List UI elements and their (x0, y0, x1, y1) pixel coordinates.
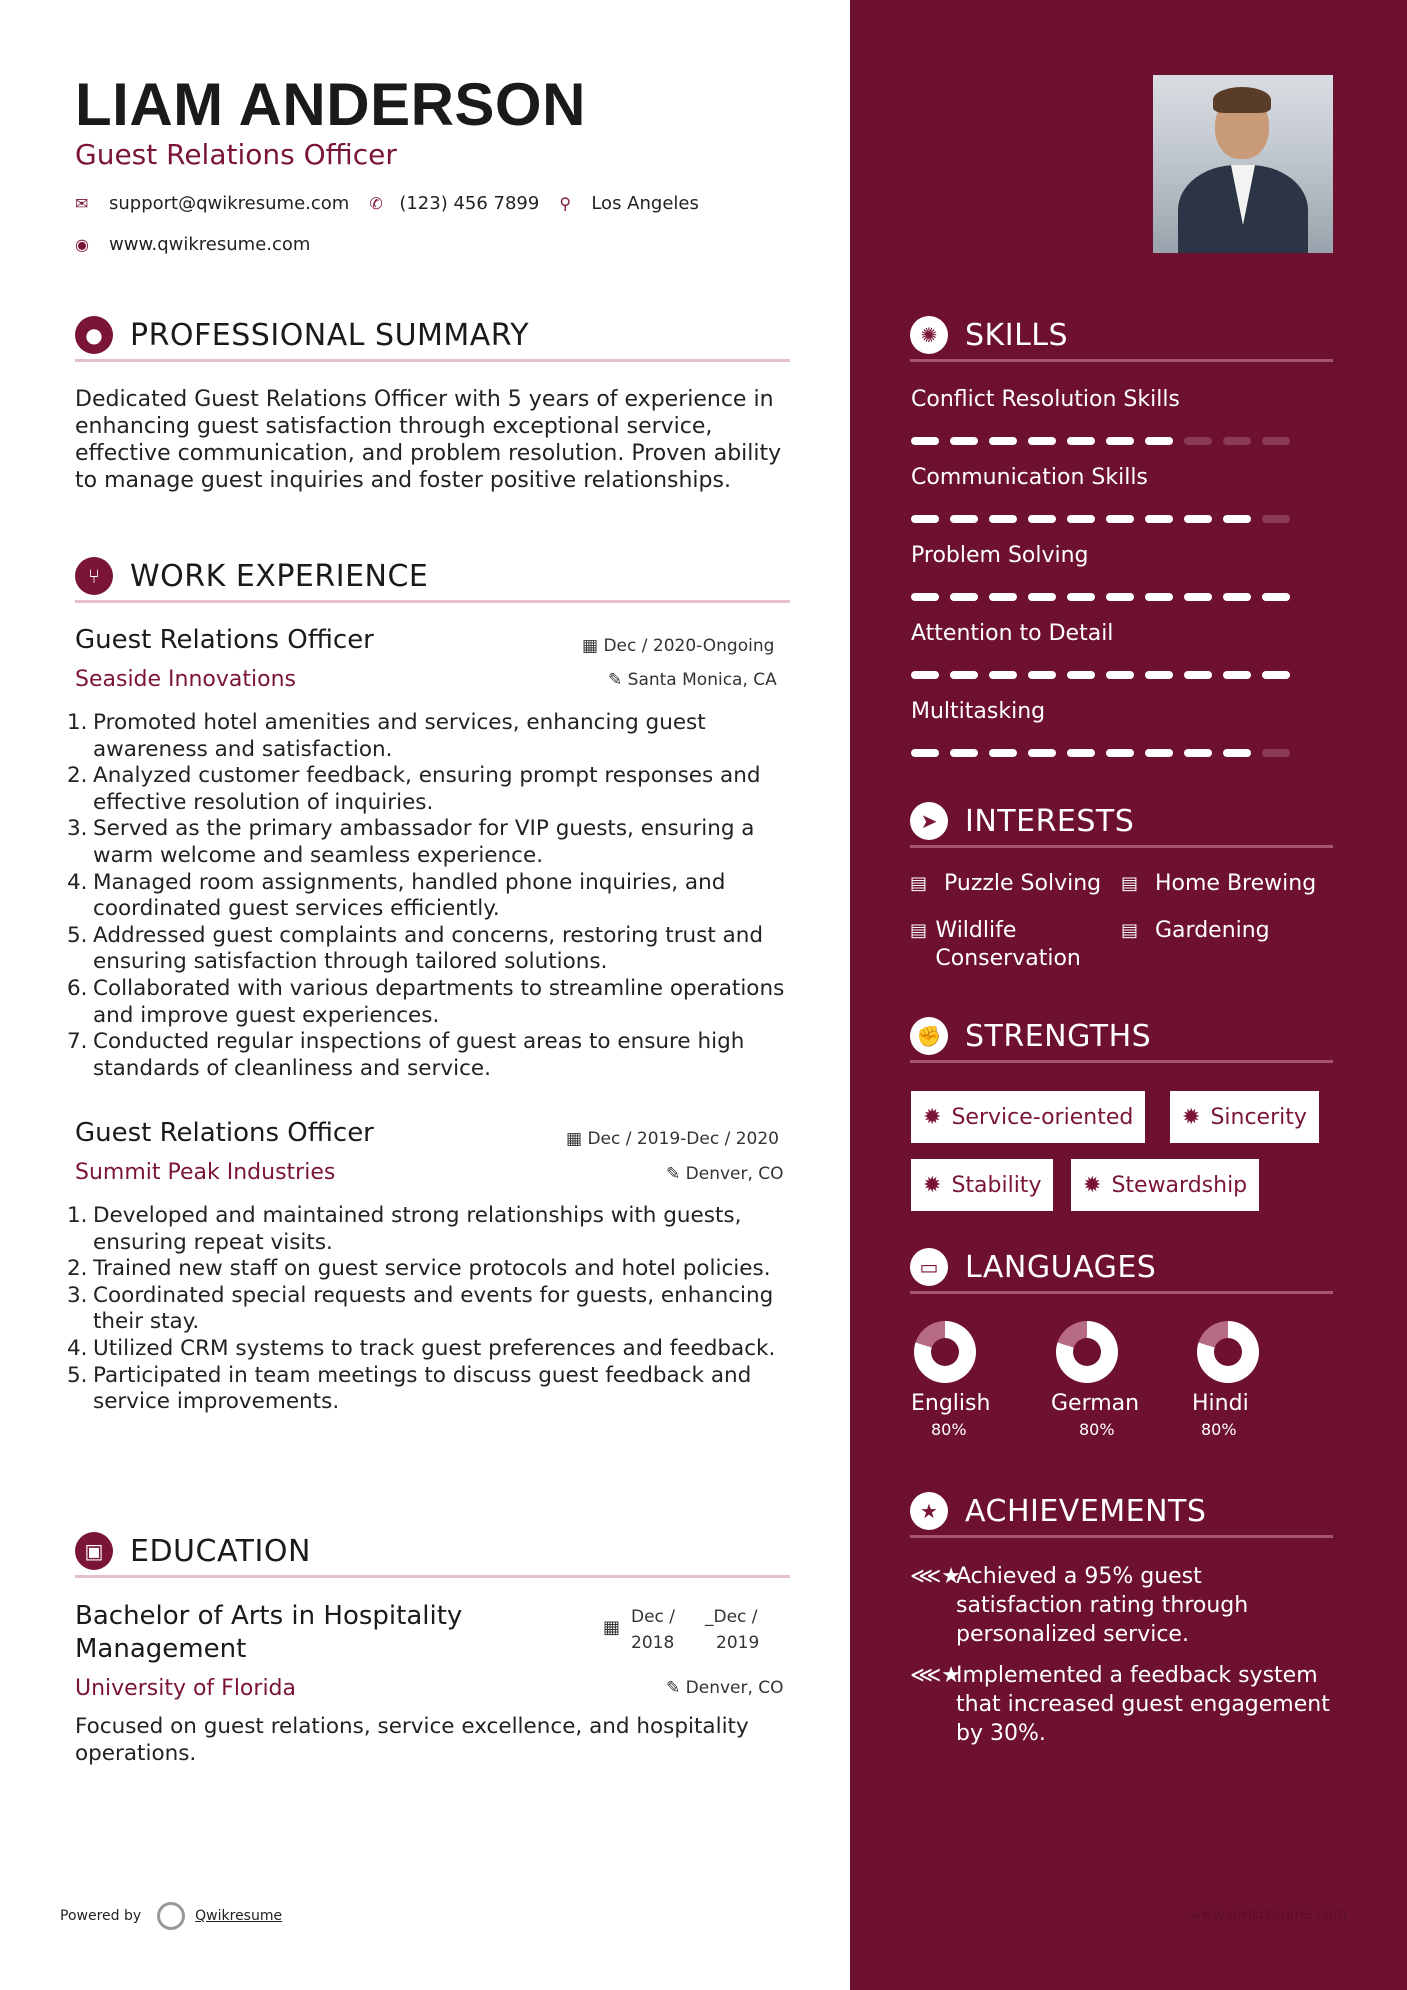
badge-icon: ✹ (923, 1104, 942, 1130)
brand-link[interactable]: Qwikresume (195, 1908, 283, 1924)
phone-icon: ✆ (369, 194, 383, 213)
school: University of Florida (75, 1676, 296, 1701)
achievement-item: ⋘★ Achieved a 95% guest satisfaction rating through personalized service. (910, 1564, 1249, 1647)
skill-dash (1028, 671, 1056, 679)
contact-row (75, 193, 699, 214)
graduate-icon: ▣ (75, 1532, 113, 1570)
skill-dash (1106, 515, 1134, 523)
list-item: 3. Coordinated special requests and events for guests, enhancing their stay. (67, 1282, 774, 1335)
book-icon: ▤ (1121, 920, 1139, 941)
qwikresume-logo-icon (157, 1902, 185, 1930)
skill-dash (1262, 749, 1290, 757)
skill-name: Conflict Resolution Skills (911, 387, 1180, 412)
summary-heading: PROFESSIONAL SUMMARY (130, 318, 530, 353)
candidate-title: Guest Relations Officer (75, 138, 397, 171)
strengths-heading: STRENGTHS (965, 1019, 1152, 1054)
strength-chip: ✹ Stability (911, 1159, 1053, 1211)
skill-dash (1145, 593, 1173, 601)
badge-icon: ✹ (1083, 1172, 1102, 1198)
star-icon: ★ (910, 1492, 948, 1530)
location-text: Los Angeles (591, 193, 699, 214)
skill-dash (1028, 749, 1056, 757)
languages-header (910, 1244, 1333, 1294)
skill-name: Attention to Detail (911, 621, 1114, 646)
skill-dash (1184, 671, 1212, 679)
skill-dash (1184, 749, 1212, 757)
skill-dash (1223, 515, 1251, 523)
skill-dash (1067, 749, 1095, 757)
education-heading: EDUCATION (130, 1534, 311, 1569)
achievements-heading: ACHIEVEMENTS (965, 1494, 1207, 1529)
skill-dash (1106, 749, 1134, 757)
candidate-name: LIAM ANDERSON (75, 71, 586, 138)
skill-dash (911, 671, 939, 679)
list-item: 5. Participated in team meetings to discuss guest feedback and service improvements. (67, 1362, 752, 1415)
skill-dash (950, 593, 978, 601)
language-card-icon: ▭ (910, 1248, 948, 1286)
profile-photo (1153, 75, 1333, 253)
list-item: 5. Addressed guest complaints and concerns, restoring trust and ensuring satisfaction through tailored solutions. (67, 922, 764, 975)
skill-bar (911, 593, 1301, 601)
list-item: 4. Utilized CRM systems to track guest preferences and feedback. (67, 1335, 776, 1361)
skill-dash (1223, 437, 1251, 445)
list-item: 1. Promoted hotel amenities and services, enhancing guest awareness and satisfaction. (67, 710, 706, 762)
skill-dash (1145, 671, 1173, 679)
interest-item: ▤ Wildlife Conservation (910, 918, 1081, 971)
skill-dash (911, 593, 939, 601)
language-item: German 80% (1056, 1321, 1139, 1439)
skill-dash (1262, 437, 1290, 445)
skill-dash (1145, 437, 1173, 445)
skill-dash (950, 749, 978, 757)
website-row (75, 234, 310, 255)
skill-dash (989, 671, 1017, 679)
experience-heading: WORK EXPERIENCE (130, 559, 429, 594)
interest-item: ▤ Home Brewing (1121, 871, 1317, 896)
language-item: Hindi 80% (1197, 1321, 1259, 1439)
skill-dash (1106, 593, 1134, 601)
skill-dash (1223, 671, 1251, 679)
summary-text: Dedicated Guest Relations Officer with 5 years of experience in enhancing guest satisfaction through exceptional service, effective communication, and problem resolution. Proven ability to manage guest inquiries and foster positive relationships. (75, 387, 782, 493)
job-title: Guest Relations Officer (75, 625, 374, 655)
job-duties (67, 710, 797, 1082)
skill-name: Multitasking (911, 699, 1046, 724)
skill-dash (1067, 671, 1095, 679)
skill-dash (950, 437, 978, 445)
skill-dash (1106, 671, 1134, 679)
skill-dash (1223, 749, 1251, 757)
badge-icon: ✹ (1182, 1104, 1201, 1130)
book-icon: ▤ (910, 920, 928, 941)
skill-dash (1262, 515, 1290, 523)
skill-dash (989, 515, 1017, 523)
interest-item: ▤ Puzzle Solving (910, 871, 1102, 896)
job-company: Seaside Innovations (75, 667, 296, 692)
education-start: Dec / 2018 (631, 1607, 676, 1653)
skill-dash (1028, 593, 1056, 601)
interest-item: ▤ Gardening (1121, 918, 1270, 943)
skill-dash (1145, 515, 1173, 523)
pushpin-icon: ✎ (666, 1678, 681, 1698)
fist-icon: ✊ (910, 1017, 948, 1055)
skill-bar (911, 437, 1301, 445)
job-location: ✎ Santa Monica, CA (608, 670, 777, 690)
skill-dash (1223, 593, 1251, 601)
skill-dash (911, 749, 939, 757)
language-donut (914, 1321, 976, 1383)
job-company: Summit Peak Industries (75, 1160, 336, 1185)
degree: Bachelor of Arts in Hospitality Management (75, 1601, 463, 1664)
interests-heading: INTERESTS (965, 804, 1135, 839)
skill-dash (989, 749, 1017, 757)
skill-dash (1028, 437, 1056, 445)
education-location: ✎ Denver, CO (666, 1678, 784, 1698)
skill-dash (989, 593, 1017, 601)
book-icon: ▤ (910, 873, 928, 894)
strength-chip: ✹ Service-oriented (911, 1091, 1145, 1143)
skill-dash (911, 515, 939, 523)
achievements-header (910, 1488, 1333, 1538)
footer-site: www.qwikresume.com (1190, 1907, 1347, 1923)
globe-icon: ◉ (75, 235, 89, 254)
job-title: Guest Relations Officer (75, 1118, 374, 1148)
shooting-star-icon: ⋘★ (910, 1663, 962, 1688)
pushpin-icon: ✎ (666, 1164, 681, 1184)
skill-dash (1145, 749, 1173, 757)
language-item: English 80% (914, 1321, 990, 1439)
list-item: 7. Conducted regular inspections of guest areas to ensure high standards of cleanliness and service. (67, 1029, 745, 1081)
powered-by: Powered by Qwikresume (60, 1902, 282, 1930)
calendar-icon: ▦ (603, 1617, 621, 1638)
skills-header (910, 312, 1333, 362)
skill-dash (1184, 593, 1212, 601)
email-link[interactable]: support@qwikresume.com (109, 193, 350, 214)
skill-dash (1028, 515, 1056, 523)
job-location: ✎ Denver, CO (666, 1164, 784, 1184)
chair-icon: ⑂ (75, 557, 113, 595)
achievement-item: ⋘★ Implemented a feedback system that increased guest engagement by 30%. (910, 1663, 1330, 1746)
list-item: 1. Developed and maintained strong relationships with guests, ensuring repeat visits. (67, 1203, 742, 1255)
skill-name: Problem Solving (911, 543, 1089, 568)
list-item: 6. Collaborated with various departments to streamline operations and improve guest experiences. (67, 975, 785, 1028)
skill-dash (950, 671, 978, 679)
strength-chip: ✹ Stewardship (1071, 1159, 1259, 1211)
skill-bar (911, 671, 1301, 679)
shooting-star-icon: ⋘★ (910, 1564, 962, 1589)
paper-plane-icon: ➤ (910, 802, 948, 840)
calendar-icon: ▦ (566, 1129, 583, 1149)
job-dates: ▦ Dec / 2020-Ongoing (582, 636, 775, 656)
list-item: 2. Analyzed customer feedback, ensuring prompt responses and effective resolution of inquiries. (67, 763, 761, 815)
website-link[interactable]: www.qwikresume.com (109, 234, 311, 255)
skill-name: Communication Skills (911, 465, 1148, 490)
skill-dash (950, 515, 978, 523)
language-donut (1197, 1321, 1259, 1383)
skill-dash (1067, 593, 1095, 601)
summary-header (75, 312, 790, 362)
phone-text: (123) 456 7899 (399, 193, 540, 214)
languages-heading: LANGUAGES (965, 1250, 1157, 1285)
lightbulb-icon: ✺ (910, 316, 948, 354)
list-item: 2. Trained new staff on guest service protocols and hotel policies. (67, 1256, 771, 1282)
envelope-icon: ✉ (75, 194, 89, 213)
badge-icon: ✹ (923, 1172, 942, 1198)
skill-dash (989, 437, 1017, 445)
language-donut (1056, 1321, 1118, 1383)
education-description: Focused on guest relations, service excellence, and hospitality operations. (75, 1714, 749, 1766)
strengths-header (910, 1013, 1333, 1063)
pushpin-icon: ✎ (608, 670, 623, 690)
location-pin-icon: ⚲ (559, 194, 572, 213)
skills-heading: SKILLS (965, 318, 1069, 353)
skill-dash (911, 437, 939, 445)
skill-dash (1067, 515, 1095, 523)
skill-dash (1067, 437, 1095, 445)
skill-dash (1184, 437, 1212, 445)
user-icon: ● (75, 316, 113, 354)
book-icon: ▤ (1121, 873, 1139, 894)
skill-bar (911, 515, 1301, 523)
list-item: 3. Served as the primary ambassador for VIP guests, ensuring a warm welcome and seamless experience. (67, 816, 755, 868)
strength-chip: ✹ Sincerity (1170, 1091, 1319, 1143)
skill-dash (1262, 671, 1290, 679)
interests-header (910, 798, 1333, 848)
education-header (75, 1528, 790, 1578)
list-item: 4. Managed room assignments, handled phone inquiries, and coordinated guest services efficiently. (67, 869, 726, 922)
experience-header (75, 553, 790, 603)
calendar-icon: ▦ (582, 636, 599, 656)
job-duties (67, 1203, 797, 1416)
skill-dash (1184, 515, 1212, 523)
job-dates: ▦ Dec / 2019-Dec / 2020 (566, 1129, 779, 1149)
skill-bar (911, 749, 1301, 757)
skill-dash (1106, 437, 1134, 445)
skill-dash (1262, 593, 1290, 601)
education-end: _Dec / 2019 (705, 1607, 760, 1653)
